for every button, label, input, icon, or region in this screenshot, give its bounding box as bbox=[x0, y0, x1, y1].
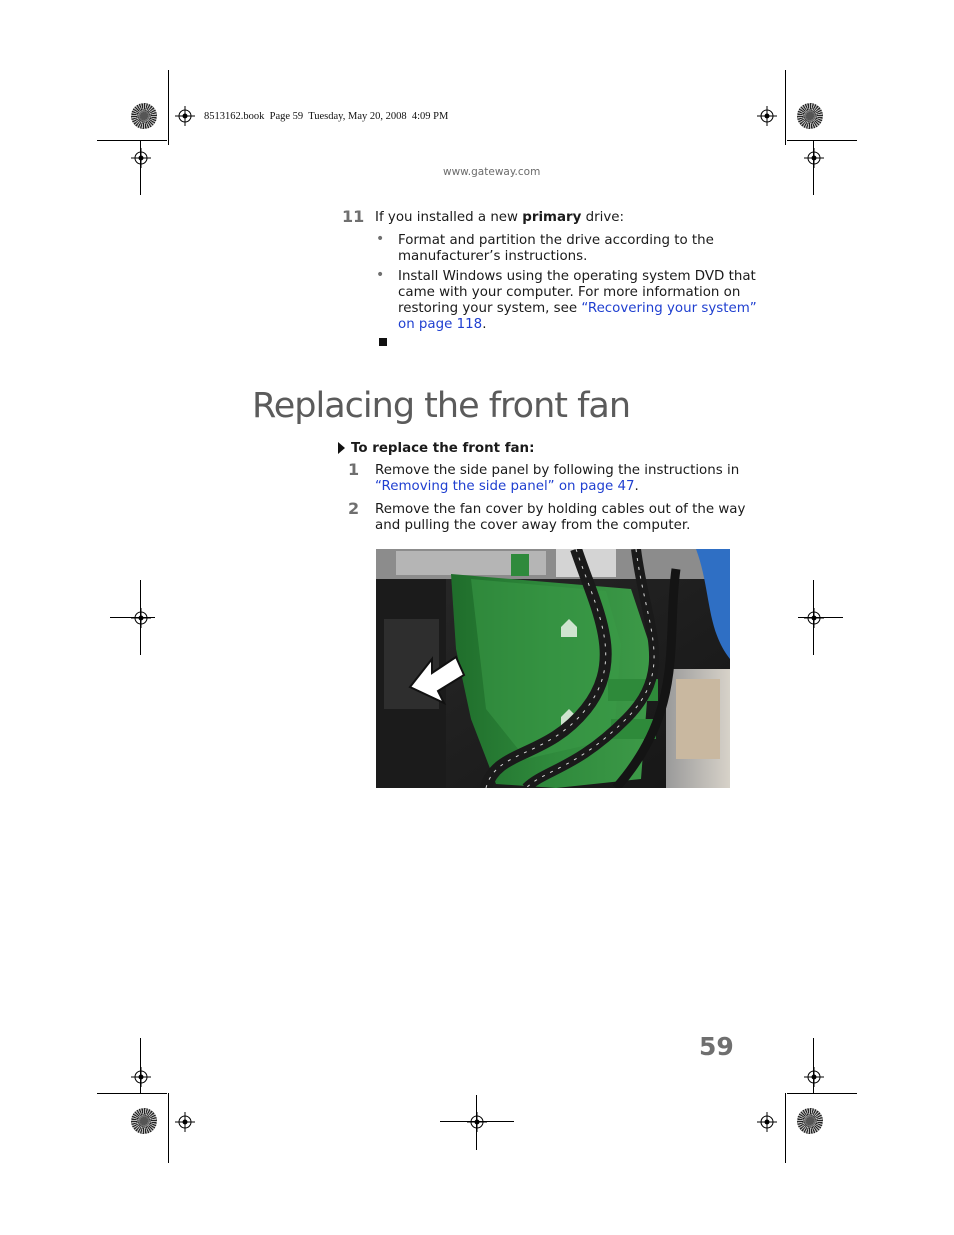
registration-target-icon bbox=[804, 148, 824, 168]
bullet-icon: • bbox=[376, 267, 385, 283]
registration-rosette-icon bbox=[131, 103, 157, 129]
step-11-text: If you installed a new primary drive: bbox=[375, 210, 625, 225]
step-2-text: Remove the fan cover by holding cables out of the way and pulling the cover away from the computer. bbox=[375, 502, 746, 533]
procedure-arrow-icon bbox=[338, 442, 345, 454]
step-number-11: 11 bbox=[342, 207, 365, 226]
primary-emphasis: primary bbox=[522, 210, 582, 225]
registration-target-icon bbox=[804, 1067, 824, 1087]
site-url: www.gateway.com bbox=[443, 166, 541, 178]
section-title: Replacing the front fan bbox=[252, 386, 631, 426]
list-item: Install Windows using the operating system DVD that came with your computer. For more information on restoring your system, see “Recovering your system” on page 118. bbox=[398, 269, 757, 332]
page-number: 59 bbox=[699, 1032, 734, 1061]
registration-target-icon bbox=[131, 608, 151, 628]
print-slug: 8513162.book Page 59 Tuesday, May 20, 2008 4:09 PM bbox=[204, 111, 449, 122]
registration-target-icon bbox=[467, 1112, 487, 1132]
end-of-procedure-icon bbox=[379, 338, 387, 346]
removing-side-panel-link[interactable]: “Removing the side panel” on page 47 bbox=[375, 478, 635, 494]
bullet-icon: • bbox=[376, 231, 385, 247]
registration-rosette-icon bbox=[797, 103, 823, 129]
list-item: Format and partition the drive according to the manufacturer’s instructions. bbox=[398, 233, 714, 264]
step-number-1: 1 bbox=[348, 460, 360, 479]
registration-rosette-icon bbox=[797, 1108, 823, 1134]
registration-target-icon bbox=[757, 106, 777, 126]
fan-cover-photo bbox=[376, 549, 730, 788]
registration-target-icon bbox=[175, 1112, 195, 1132]
registration-target-icon bbox=[131, 1067, 151, 1087]
registration-target-icon bbox=[757, 1112, 777, 1132]
recovering-system-link[interactable]: “Recovering your system” bbox=[581, 300, 757, 316]
registration-rosette-icon bbox=[131, 1108, 157, 1134]
step-1-text: Remove the side panel by following the instructions in “Removing the side panel” on page 47. bbox=[375, 463, 740, 494]
recovering-system-page-link[interactable]: on page 118 bbox=[398, 316, 483, 332]
procedure-heading: To replace the front fan: bbox=[351, 441, 535, 456]
step-number-2: 2 bbox=[348, 499, 360, 518]
registration-target-icon bbox=[175, 106, 195, 126]
registration-target-icon bbox=[131, 148, 151, 168]
registration-target-icon bbox=[804, 608, 824, 628]
